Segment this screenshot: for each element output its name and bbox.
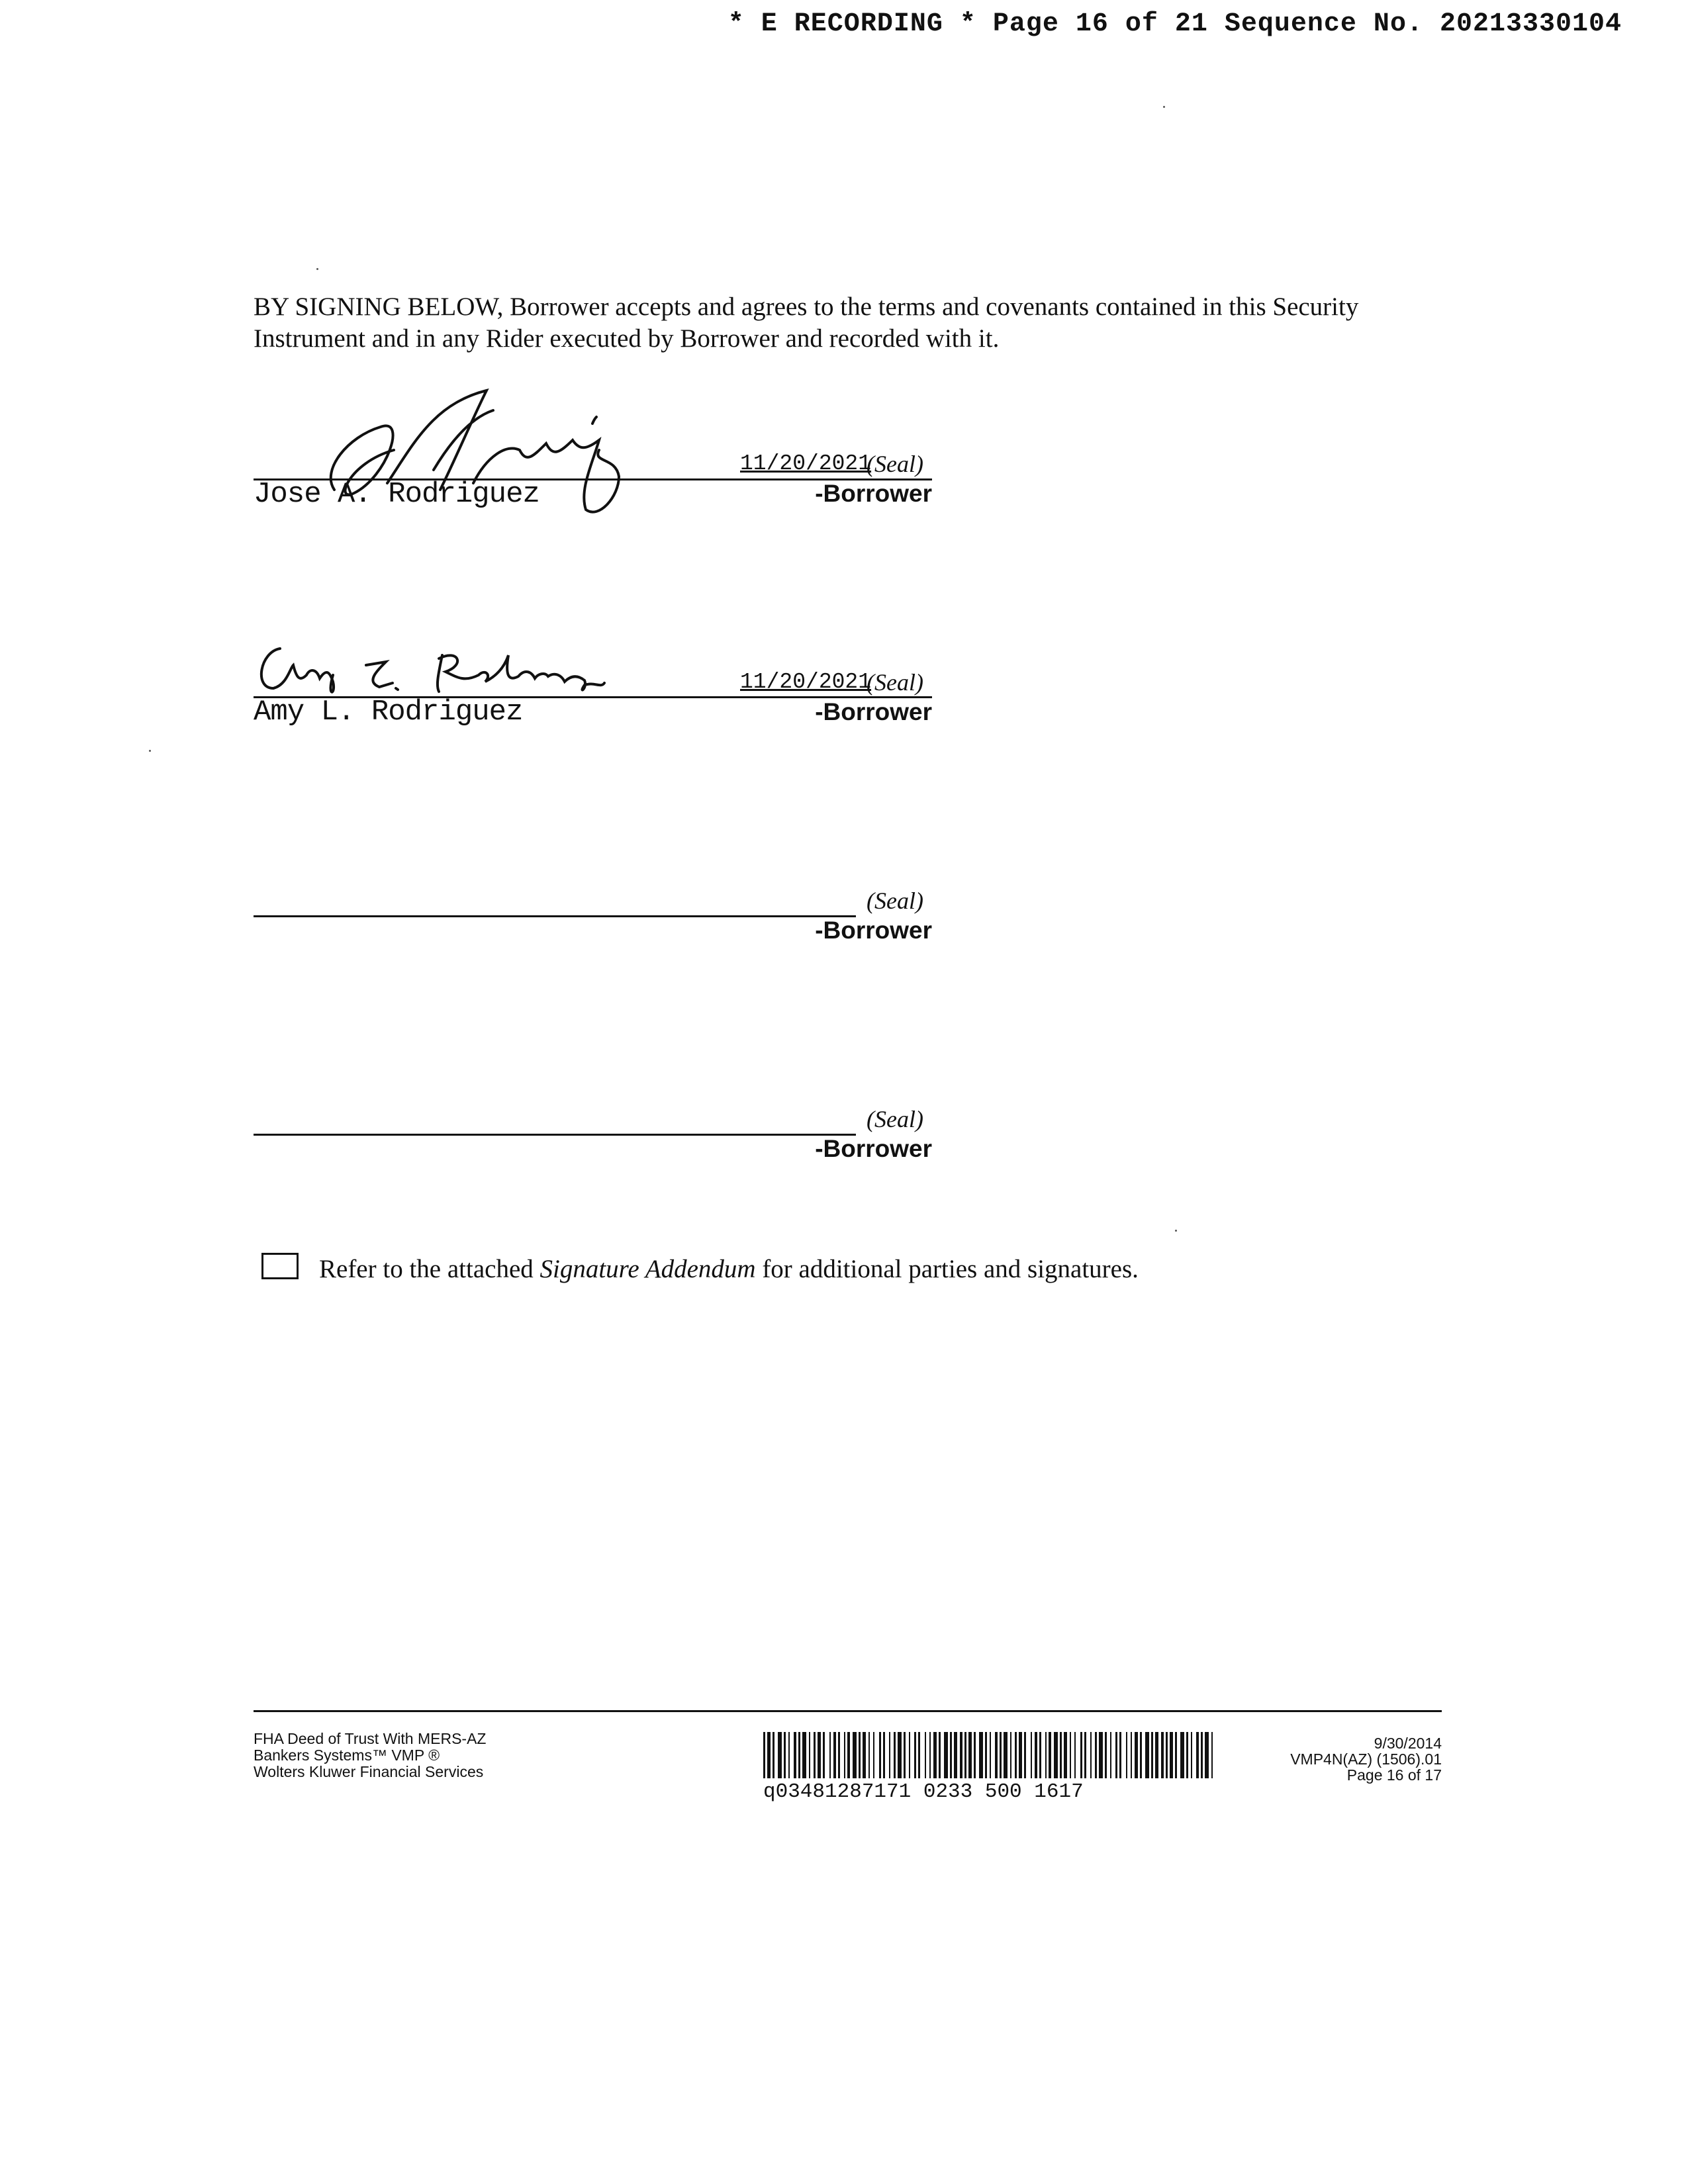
signing-statement: BY SIGNING BELOW, Borrower accepts and agrees to the terms and covenants contained in this Security Instrument and in any Rider executed by Borrower and recorded with it. [254, 293, 1359, 353]
scan-speck [149, 750, 151, 752]
addendum-note [319, 1254, 1139, 1284]
scan-speck [316, 268, 318, 270]
form-vendor: Bankers Systems™ VMP ® [254, 1747, 440, 1764]
addendum-title: Signature Addendum [539, 1255, 756, 1283]
form-code: VMP4N(AZ) (1506).01 [1290, 1751, 1442, 1768]
addendum-suffix: for additional parties and signatures. [755, 1255, 1139, 1283]
form-title: FHA Deed of Trust With MERS-AZ [254, 1730, 487, 1747]
seal-label: (Seal) [867, 669, 923, 696]
borrower-label: -Borrower [815, 1135, 932, 1162]
seal-label: (Seal) [867, 451, 923, 477]
scan-speck [1163, 106, 1165, 108]
signature-date: 11/20/2021 [740, 451, 872, 476]
barcode-number: q03481287171 0233 500 1617 [763, 1780, 1084, 1803]
form-version [1290, 1735, 1442, 1783]
signature-addendum-checkbox[interactable] [261, 1253, 299, 1279]
signature-amy [254, 635, 637, 702]
signature-date: 11/20/2021 [740, 670, 872, 694]
recording-stamp: * E RECORDING * Page 16 of 21 Sequence No. 20213330104 [727, 9, 1622, 39]
scan-speck [1175, 1230, 1177, 1232]
form-identifier [254, 1731, 486, 1780]
borrower-label: -Borrower [815, 480, 932, 507]
seal-label: (Seal) [867, 1106, 923, 1132]
borrower-label: -Borrower [815, 698, 932, 725]
signer-name: Amy L. Rodriguez [254, 696, 523, 729]
form-publisher: Wolters Kluwer Financial Services [254, 1763, 484, 1780]
addendum-prefix: Refer to the attached [319, 1255, 540, 1283]
document-barcode [763, 1732, 1213, 1782]
form-date: 9/30/2014 [1374, 1735, 1442, 1752]
footer-divider [254, 1710, 1442, 1712]
signer-name: Jose A. Rodriguez [254, 478, 539, 511]
borrower-label: -Borrower [815, 917, 932, 944]
form-page: Page 16 of 17 [1346, 1766, 1442, 1784]
seal-label: (Seal) [867, 887, 923, 914]
